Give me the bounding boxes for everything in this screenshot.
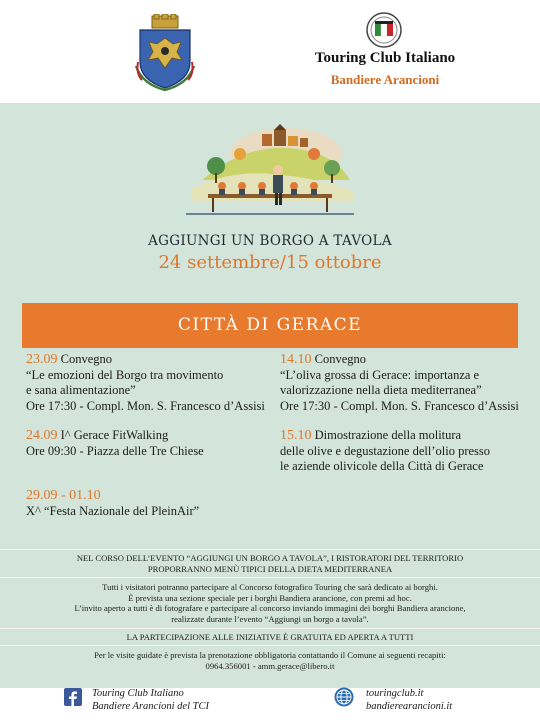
footer-line: Touring Club Italiano <box>92 688 184 699</box>
event-line: Ore 09:30 - Piazza delle Tre Chiese <box>26 443 204 458</box>
event-line: Convegno <box>314 352 367 366</box>
ristoratori-note <box>0 553 540 574</box>
website-link-bandierearancioni[interactable]: bandierearancioni.it <box>366 701 453 712</box>
note-line: LA PARTECIPAZIONE ALLE INIZIATIVE È GRATUITA ED APERTA A TUTTI <box>126 632 414 642</box>
divider <box>0 577 540 578</box>
city-banner <box>22 303 518 348</box>
event-dates: 24 settembre/15 ottobre <box>158 252 382 273</box>
footer-social-text <box>92 687 209 713</box>
event-item <box>26 488 199 519</box>
event-date: 15.10 <box>280 428 312 443</box>
note-line: 0964.356001 - amm.gerace@libero.it <box>205 660 335 671</box>
note-line: realizzate durante l’evento “Aggiungi un borgo a tavola”. <box>171 613 369 624</box>
event-date: 14.10 <box>280 352 312 367</box>
event-line: Ore 17:30 - Compl. Mon. S. Francesco d’Assisi <box>26 398 265 413</box>
village-table-illustration <box>182 118 358 222</box>
touring-club-badge-icon <box>366 12 402 48</box>
website-link-touringclub[interactable]: touringclub.it <box>366 688 424 699</box>
event-date: 23.09 <box>26 352 58 367</box>
note-line: È prevista una sezione speciale per i borghi Bandiera arancione, con premi ad hoc. <box>128 592 412 603</box>
event-line: I^ Gerace FitWalking <box>60 428 169 442</box>
event-subtitle: AGGIUNGI UN BORGO A TAVOLA <box>148 233 392 249</box>
note-line: L’invito aperto a tutti è di fotografare e partecipare al concorso inviando immagini dei borghi Bandiera arancione, <box>74 603 466 614</box>
divider <box>0 645 540 646</box>
city-title: CITTÀ DI GERACE <box>177 315 363 335</box>
event-line: X^ “Festa Nazionale del PleinAir” <box>26 503 200 518</box>
event-date: 24.09 <box>26 428 58 443</box>
event-item <box>26 352 265 414</box>
concorso-note <box>0 582 540 624</box>
globe-icon[interactable] <box>334 687 354 707</box>
event-line: “Le emozioni del Borgo tra movimento <box>26 367 224 382</box>
divider <box>0 628 540 629</box>
event-item <box>280 352 519 414</box>
event-item <box>26 428 204 459</box>
facebook-icon[interactable] <box>64 688 82 706</box>
footer-line: Bandiere Arancioni del TCI <box>92 701 209 712</box>
event-line: delle olive e degustazione dell’olio presso <box>280 443 491 458</box>
event-line: “L’oliva grossa di Gerace: importanza e <box>280 367 480 382</box>
tci-subtitle: Bandiere Arancioni <box>330 72 440 87</box>
event-date: 29.09 - 01.10 <box>26 488 101 503</box>
event-line: Dimostrazione della molitura <box>314 428 462 442</box>
event-line: le aziende olivicole della Città di Gerace <box>280 459 484 474</box>
divider <box>0 549 540 550</box>
gratuita-note <box>0 632 540 643</box>
note-line: Tutti i visitatori potranno partecipare al Concorso fotografico Touring che sarà dedicato ai borghi. <box>102 582 438 592</box>
event-line: valorizzazione nella dieta mediterranea” <box>280 383 482 398</box>
note-line: NEL CORSO DELL’EVENTO “AGGIUNGI UN BORGO A TAVOLA”, I RISTORATORI DEL TERRITORIO <box>76 553 464 563</box>
footer-web-links <box>366 687 452 713</box>
tci-name: Touring Club Italiano <box>314 50 456 66</box>
visite-note <box>0 650 540 671</box>
event-line: Convegno <box>60 352 113 366</box>
town-crest-icon <box>132 14 198 92</box>
note-line: Per le visite guidate è prevista la prenotazione obbligatoria contattando il Comune ai seguenti recapiti: <box>94 650 446 660</box>
note-line: PROPORRANNO MENÙ TIPICI DELLA DIETA MEDITERRANEA <box>147 563 393 574</box>
event-line: e sana alimentazione” <box>26 383 136 398</box>
event-item <box>280 428 490 475</box>
event-line: Ore 17:30 - Compl. Mon. S. Francesco d’Assisi <box>280 398 519 413</box>
